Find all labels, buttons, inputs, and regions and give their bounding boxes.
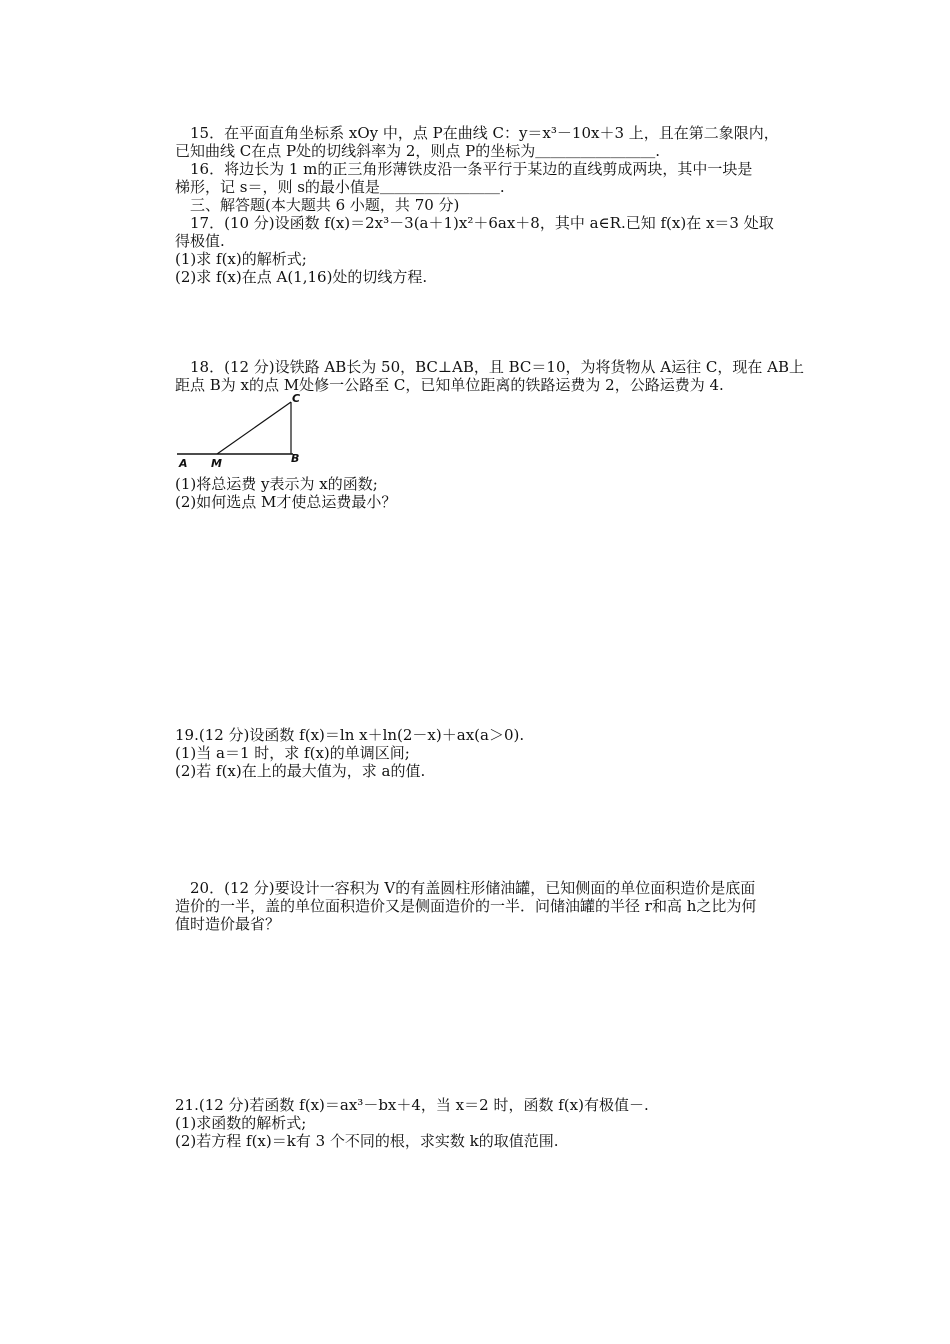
q17-sub1: (1)求 f(x)的解析式;	[175, 250, 307, 268]
q20-line3: 值时造价最省？	[175, 915, 281, 933]
q18-line1: 18．(12 分)设铁路 AB长为 50，BC⊥AB，且 BC＝10，为将货物从 A运往 C，现在 AB上	[175, 358, 804, 376]
q17-sub2: (2)求 f(x)在点 A(1,16)处的切线方程.	[175, 268, 428, 286]
q19-line1: 19.(12 分)设函数 f(x)＝ln x＋ln(2－x)＋ax(a＞0).	[175, 726, 525, 744]
railway-diagram	[175, 392, 315, 472]
q19-sub2: (2)若 f(x)在上的最大值为，求 a的值.	[175, 762, 426, 780]
q21-line1: 21.(12 分)若函数 f(x)＝ax³－bx＋4，当 x＝2 时，函数 f(x)有极值－.	[175, 1096, 649, 1114]
q19-sub1: (1)当 a＝1 时，求 f(x)的单调区间;	[175, 744, 410, 762]
q17-line1: 17．(10 分)设函数 f(x)＝2x³－3(a＋1)x²＋6ax＋8，其中 a∈R.已知 f(x)在 x＝3 处取	[175, 214, 774, 232]
q16-line1: 16．将边长为 1 m的正三角形薄铁皮沿一条平行于某边的直线剪成两块，其中一块是	[175, 160, 753, 178]
road-line-mc	[217, 402, 291, 454]
q18-line2: 距点 B为 x的点 M处修一公路至 C，已知单位距离的铁路运费为 2，公路运费为 4.	[175, 376, 724, 394]
q18-sub1: (1)将总运费 y表示为 x的函数;	[175, 475, 378, 493]
q20-line2: 造价的一半，盖的单位面积造价又是侧面造价的一半．问储油罐的半径 r和高 h之比为何	[175, 897, 757, 915]
q16-line2: 梯形，记 s＝，则 s的最小值是＿＿＿＿＿＿＿＿.	[175, 178, 505, 196]
q21-sub1: (1)求函数的解析式;	[175, 1114, 307, 1132]
q15-line2: 已知曲线 C在点 P处的切线斜率为 2，则点 P的坐标为＿＿＿＿＿＿＿＿.	[175, 142, 661, 160]
q20-line1: 20．(12 分)要设计一容积为 V的有盖圆柱形储油罐，已知侧面的单位面积造价是底面	[175, 879, 756, 897]
label-b: B	[291, 452, 300, 465]
q15-line1: 15．在平面直角坐标系 xOy 中，点 P在曲线 C：y＝x³－10x＋3 上，且在第二象限内，	[175, 124, 779, 142]
q17-line2: 得极值.	[175, 232, 225, 250]
q21-sub2: (2)若方程 f(x)＝k有 3 个不同的根，求实数 k的取值范围.	[175, 1132, 559, 1150]
label-c: C	[292, 392, 301, 405]
section-heading: 三、解答题(本大题共 6 小题，共 70 分)	[175, 196, 460, 214]
q18-sub2: (2)如何选点 M才使总运费最小？	[175, 493, 397, 511]
label-a: A	[179, 457, 188, 470]
label-m: M	[211, 457, 222, 470]
